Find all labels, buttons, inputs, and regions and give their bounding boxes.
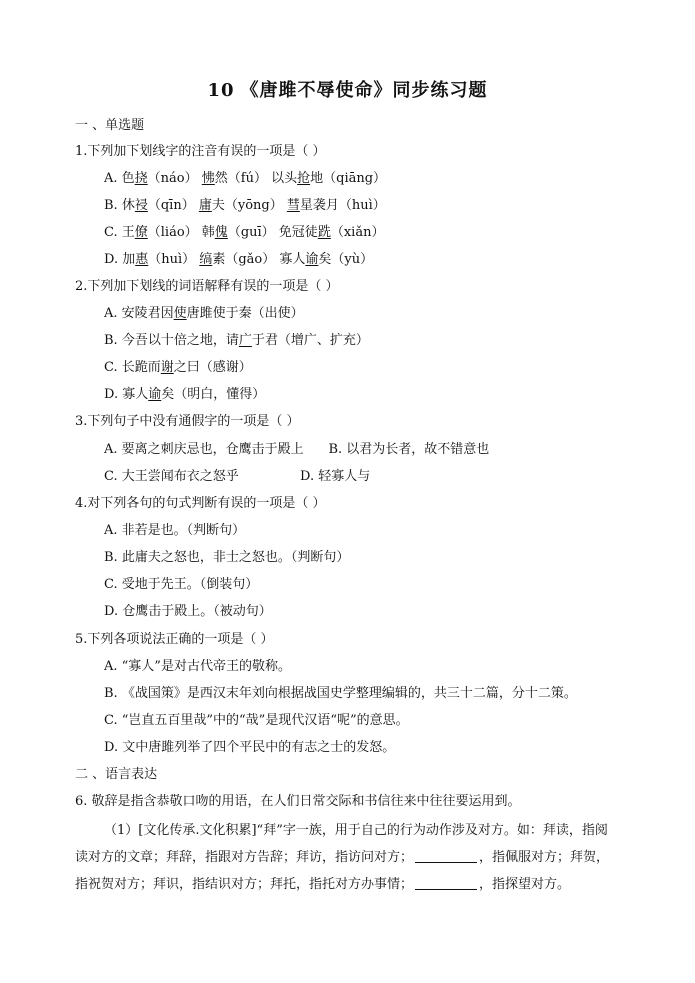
question-1-option-a: A. 色挠（náo） 怫然（fú） 以头抢地（qiāng） [104,171,387,186]
question-6-stem: 6. 敬辞是指含恭敬口吻的用语，在人们日常交际和书信往来中往往要运用到。 [75,794,521,809]
title-number: 10 [207,80,235,101]
question-2-option-c: C. 长跪而谢之曰（感谢） [104,360,252,375]
question-5-option-a: A. “寡人”是对古代帝王的敬称。 [104,659,291,674]
question-2-option-a: A. 安陵君因使唐雎使于秦（出使） [104,306,304,321]
question-2-option-b: B. 今吾以十倍之地，请广于君（增广、扩充） [104,333,369,348]
title-text: 《唐雎不辱使命》同步练习题 [240,80,488,101]
question-3-option-d: D. 轻寡人与 [300,469,371,484]
question-3-option-c: C. 大王尝闻布衣之怒乎 [104,469,239,484]
section-heading-single-choice: 一 、单选题 [75,118,145,133]
question-4-stem: 4.对下列各句的句式判断有误的一项是（ ） [75,496,326,511]
question-5-option-c: C. “岂直五百里哉”中的“哉”是现代汉语“呢”的意思。 [104,713,409,728]
question-3-options-ab: A. 要离之刺庆忌也，仓鹰击于殿上 B. 以君为长者，故不错意也 [104,442,490,457]
question-4-option-a: A. 非若是也。（判断句） [104,523,246,538]
question-4-option-d: D. 仓鹰击于殿上。（被动句） [104,604,272,619]
question-3-stem: 3.下列句子中没有通假字的一项是（ ） [75,414,300,429]
question-6-paragraph-line-3: 指祝贺对方；拜识，指结识对方；拜托，指托对方办事情； ，指探望对方。 [75,877,571,892]
question-5-stem: 5.下列各项说法正确的一项是（ ） [75,632,274,647]
question-5-option-d: D. 文中唐雎列举了四个平民中的有志之士的发怒。 [104,740,396,755]
question-4-option-b: B. 此庸夫之怒也，非士之怒也。（判断句） [104,550,350,565]
question-2-option-d: D. 寡人谕矣（明白，懂得） [104,387,266,402]
question-6-paragraph-line-1: （1）[文化传承.文化积累]“拜”字一族，用于自己的行为动作涉及对方。如：拜读，指阅 [104,823,608,838]
section-heading-language-expression: 二 、语言表达 [75,767,158,782]
answer-blank-2[interactable] [415,877,477,890]
page-title [0,76,695,102]
question-6-paragraph-line-2: 读对方的文章；拜辞，指跟对方告辞；拜访，指访问对方； ，指佩服对方；拜贺， [75,850,610,865]
question-4-option-c: C. 受地于先王。（倒装句） [104,577,259,592]
question-1-stem: 1.下列加下划线字的注音有误的一项是（ ） [75,144,326,159]
answer-blank-1[interactable] [415,850,477,863]
question-1-option-b: B. 休祲（qīn） 庸夫（yōng） 彗星袭月（huì） [104,198,386,213]
question-1-option-d: D. 加惠（huì） 缟素（gǎo） 寡人谕矣（yù） [104,252,374,267]
question-2-stem: 2.下列加下划线的词语解释有误的一项是（ ） [75,279,339,294]
question-5-option-b: B. 《战国策》是西汉末年刘向根据战国史学整理编辑的，共三十二篇，分十二策。 [104,686,577,701]
question-1-option-c: C. 王僚（liáo） 韩傀（guī） 免冠徒跣（xiǎn） [104,225,385,240]
